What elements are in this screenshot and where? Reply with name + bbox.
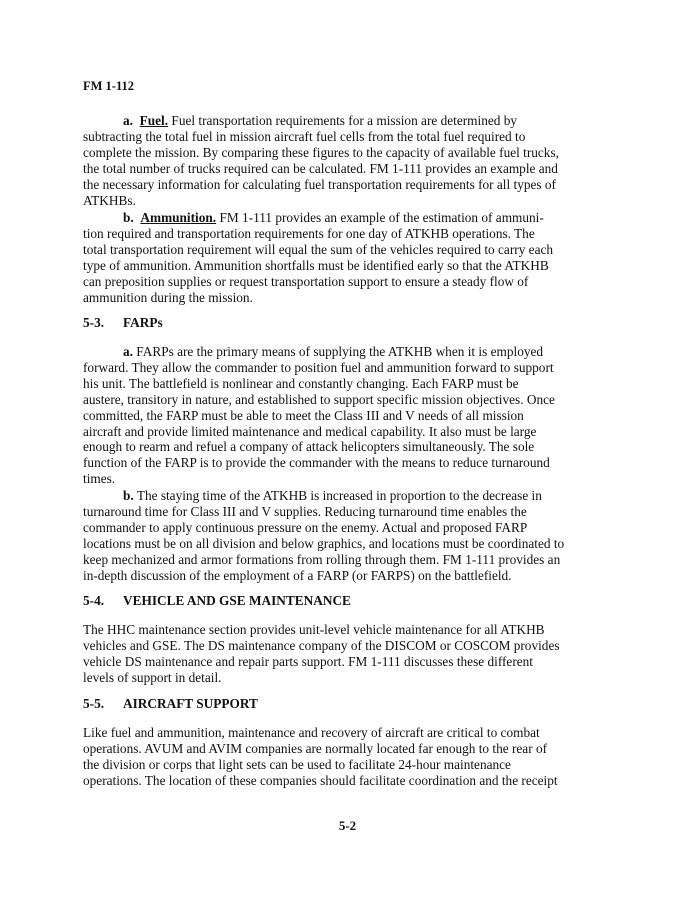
ammunition-line: tion required and transportation requirements for one day of ATKHB operations. The [83, 225, 535, 241]
fuel-marker: a. [123, 113, 133, 128]
section-heading-5-4 [83, 593, 351, 609]
vehicle-maintenance-paragraph [83, 622, 613, 686]
vehicle-line: The HHC maintenance section provides unit-level vehicle maintenance for all ATKHB [83, 622, 545, 637]
farps-a-marker: a. [123, 344, 133, 359]
ammunition-marker: b. [123, 210, 134, 225]
vehicle-line: levels of support in detail. [83, 669, 222, 685]
farps-a-line: times. [83, 471, 116, 487]
ammunition-paragraph [83, 210, 613, 305]
fuel-paragraph [83, 113, 613, 208]
farps-b-line: locations must be on all division and below graphics, and locations must be coordinated to [83, 535, 565, 551]
farps-a-line: his unit. The battlefield is nonlinear and constantly changing. Each FARP must be [83, 375, 519, 391]
fuel-line: subtracting the total fuel in mission aircraft fuel cells from the total fuel required to [83, 128, 526, 144]
farps-a-line: function of the FARP is to provide the commander with the means to reduce turnaround [83, 455, 550, 471]
aircraft-line: operations. AVUM and AVIM companies are normally located far enough to the rear of [83, 740, 548, 756]
fuel-line: complete the mission. By comparing these figures to the capacity of available fuel trucks, [83, 144, 559, 160]
fuel-line: ATKHBs. [83, 192, 136, 208]
farps-b-line: turnaround time for Class III and V supplies. Reducing turnaround time enables the [83, 503, 527, 519]
farps-paragraph-a: a. FARPs are the primary means of supplying the ATKHB when it is employed forward. They allow the commander to position fuel and ammunition forward to support his unit. The battlefield is nonlinear and constantly changing. Each FARP must be austere, transitory in nature, and established to support specific mission objectives. Once committed, the FARP must be able to meet the Class III and V needs of all mission aircraft and provide limited maintenance and medical capability. It also must be large enough to rearm and refuel a company of attack helicopters simultaneously. The sole function of the FARP is to provide the commander with the means to reduce turnaround times. [83, 344, 613, 487]
farps-paragraph-b: b. The staying time of the ATKHB is increased in proportion to the decrease in turnaround time for Class III and V supplies. Reducing turnaround time enables the commander to apply continuous pressure on the enemy. Actual and proposed FARP locations must be on all division and below graphics, and locations must be coordinated to keep mechanized and armor formations from rolling through them. FM 1-111 provides an in-depth discussion of the employment of a FARP (or FARPS) on the battlefield. [83, 488, 613, 583]
aircraft-line: the division or corps that light sets can be used to facilitate 24-hour maintenance [83, 756, 511, 772]
fuel-line-1: a. Fuel. Fuel transportation requirements for a mission are determined by [123, 113, 518, 128]
section-title: FARPs [123, 315, 163, 330]
ammunition-line: can preposition supplies or request transportation support to ensure a steady flow of [83, 273, 529, 289]
page-number: 5-2 [338, 818, 357, 833]
ammunition-line: ammunition during the mission. [83, 289, 253, 305]
fuel-line: the necessary information for calculating fuel transportation requirements for all types of [83, 176, 556, 192]
farps-a-line: aircraft and provide limited maintenance and medical capability. It also must be large [83, 423, 537, 439]
fuel-title: Fuel. [139, 113, 169, 128]
section-number: 5-4. [83, 593, 105, 608]
section-heading-5-5 [83, 696, 258, 712]
aircraft-line: operations. The location of these companies should facilitate coordination and the receipt [83, 772, 558, 788]
section-number: 5-3. [83, 315, 105, 330]
farps-b-line: in-depth discussion of the employment of a FARP (or FARPS) on the battlefield. [83, 567, 512, 583]
ammunition-title: Ammunition. [140, 210, 217, 225]
farps-a-line: austere, transitory in nature, and established to support specific mission objectives. Once [83, 391, 555, 407]
ammunition-line: total transportation requirement will equal the sum of the vehicles required to carry each [83, 241, 554, 257]
farps-b-line: keep mechanized and armor formations from rolling through them. FM 1-111 provides an [83, 551, 561, 567]
farps-a-line: forward. They allow the commander to position fuel and ammunition forward to support [83, 359, 554, 375]
aircraft-support-paragraph [83, 725, 613, 789]
ammunition-line-1: b. Ammunition. FM 1-111 provides an example of the estimation of ammuni- [123, 210, 544, 225]
vehicle-line: vehicles and GSE. The DS maintenance company of the DISCOM or COSCOM provides [83, 637, 560, 653]
aircraft-line: Like fuel and ammunition, maintenance and recovery of aircraft are critical to combat [83, 725, 540, 740]
farps-a-line: committed, the FARP must be able to meet the Class III and V needs of all mission [83, 407, 524, 423]
document-id-header: FM 1-112 [83, 79, 135, 93]
section-title: AIRCRAFT SUPPORT [123, 696, 258, 711]
farps-a-line: enough to rearm and refuel a company of attack helicopters simultaneously. The sole [83, 439, 535, 455]
section-heading-5-3 [83, 315, 163, 331]
section-title: VEHICLE AND GSE MAINTENANCE [123, 593, 351, 608]
section-number: 5-5. [83, 696, 105, 711]
fuel-line: the total number of trucks required can be calculated. FM 1-111 provides an example and [83, 160, 558, 176]
vehicle-line: vehicle DS maintenance and repair parts support. FM 1-111 discusses these different [83, 653, 534, 669]
farps-b-line: commander to apply continuous pressure on the enemy. Actual and proposed FARP [83, 519, 528, 535]
ammunition-line: type of ammunition. Ammunition shortfalls must be identified early so that the ATKHB [83, 257, 549, 273]
farps-b-marker: b. [123, 488, 134, 503]
